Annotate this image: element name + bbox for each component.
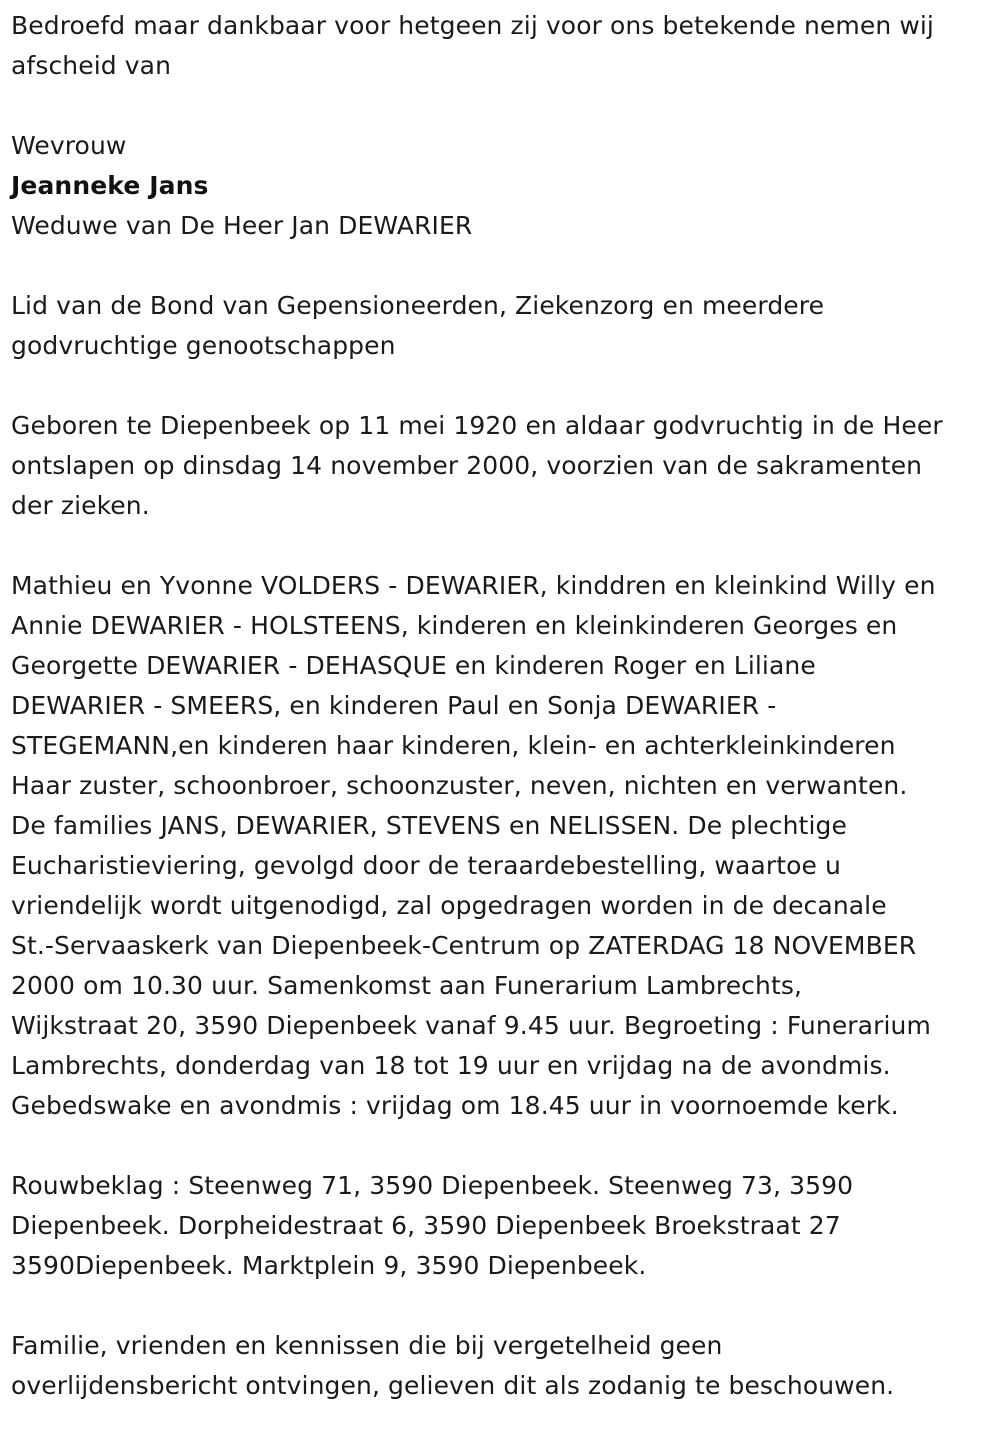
text-line: Haar zuster, schoonbroer, schoonzuster, neven, nichten en verwanten. [11, 771, 908, 800]
paragraph-spacer [11, 526, 996, 566]
text-line: Bedroefd maar dankbaar voor hetgeen zij voor ons betekende nemen wij [11, 11, 934, 40]
text-line: vriendelijk wordt uitgenodigd, zal opgedragen worden in de decanale [11, 891, 887, 920]
paragraph-spacer [11, 246, 996, 286]
text-line: Georgette DEWARIER - DEHASQUE en kinderen Roger en Liliane [11, 651, 816, 680]
death-notice [11, 0, 996, 1406]
text-line: Wijkstraat 20, 3590 Diepenbeek vanaf 9.45 uur. Begroeting : Funerarium [11, 1011, 931, 1040]
text-line: afscheid van [11, 51, 172, 80]
condolence-paragraph [11, 1166, 996, 1286]
paragraph-spacer [11, 366, 996, 406]
text-line: DEWARIER - SMEERS, en kinderen Paul en Sonja DEWARIER - [11, 691, 777, 720]
text-line: Diepenbeek. Dorpheidestraat 6, 3590 Diepenbeek Broekstraat 27 [11, 1211, 841, 1240]
text-line: Familie, vrienden en kennissen die bij vergetelheid geen [11, 1331, 723, 1360]
text-line: 3590Diepenbeek. Marktplein 9, 3590 Diepenbeek. [11, 1251, 647, 1280]
name-text: Jeanneke Jans [11, 171, 209, 200]
text-line: Mathieu en Yvonne VOLDERS - DEWARIER, kinddren en kleinkind Willy en [11, 571, 936, 600]
text-line: Rouwbeklag : Steenweg 71, 3590 Diepenbeek. Steenweg 73, 3590 [11, 1171, 854, 1200]
text-line: Wevrouw [11, 131, 127, 160]
text-line: Annie DEWARIER - HOLSTEENS, kinderen en kleinkinderen Georges en [11, 611, 898, 640]
widow-of [11, 206, 996, 246]
text-line: ontslapen op dinsdag 14 november 2000, voorzien van de sakramenten [11, 451, 923, 480]
birth-death-paragraph [11, 406, 996, 526]
intro-paragraph [11, 6, 996, 86]
deceased-name [11, 166, 996, 206]
closing-paragraph [11, 1326, 996, 1406]
text-line: Lid van de Bond van Gepensioneerden, Ziekenzorg en meerdere [11, 291, 825, 320]
paragraph-spacer [11, 1286, 996, 1326]
title-prefix [11, 126, 996, 166]
text-line: godvruchtige genootschappen [11, 331, 396, 360]
text-line: De families JANS, DEWARIER, STEVENS en NELISSEN. De plechtige [11, 811, 847, 840]
text-line: St.-Servaaskerk van Diepenbeek-Centrum op ZATERDAG 18 NOVEMBER [11, 931, 917, 960]
membership-paragraph [11, 286, 996, 366]
text-line: Geboren te Diepenbeek op 11 mei 1920 en aldaar godvruchtig in de Heer [11, 411, 943, 440]
paragraph-spacer [11, 1126, 996, 1166]
text-line: Eucharistieviering, gevolgd door de teraardebestelling, waartoe u [11, 851, 841, 880]
text-line: Weduwe van De Heer Jan DEWARIER [11, 211, 473, 240]
text-line: Lambrechts, donderdag van 18 tot 19 uur en vrijdag na de avondmis. [11, 1051, 891, 1080]
text-line: der zieken. [11, 491, 150, 520]
text-line: STEGEMANN,en kinderen haar kinderen, klein- en achterkleinkinderen [11, 731, 896, 760]
family-service-paragraph [11, 566, 996, 1126]
text-line: overlijdensbericht ontvingen, gelieven dit als zodanig te beschouwen. [11, 1371, 895, 1400]
text-line: 2000 om 10.30 uur. Samenkomst aan Funerarium Lambrechts, [11, 971, 803, 1000]
text-line: Gebedswake en avondmis : vrijdag om 18.45 uur in voornoemde kerk. [11, 1091, 899, 1120]
paragraph-spacer [11, 86, 996, 126]
